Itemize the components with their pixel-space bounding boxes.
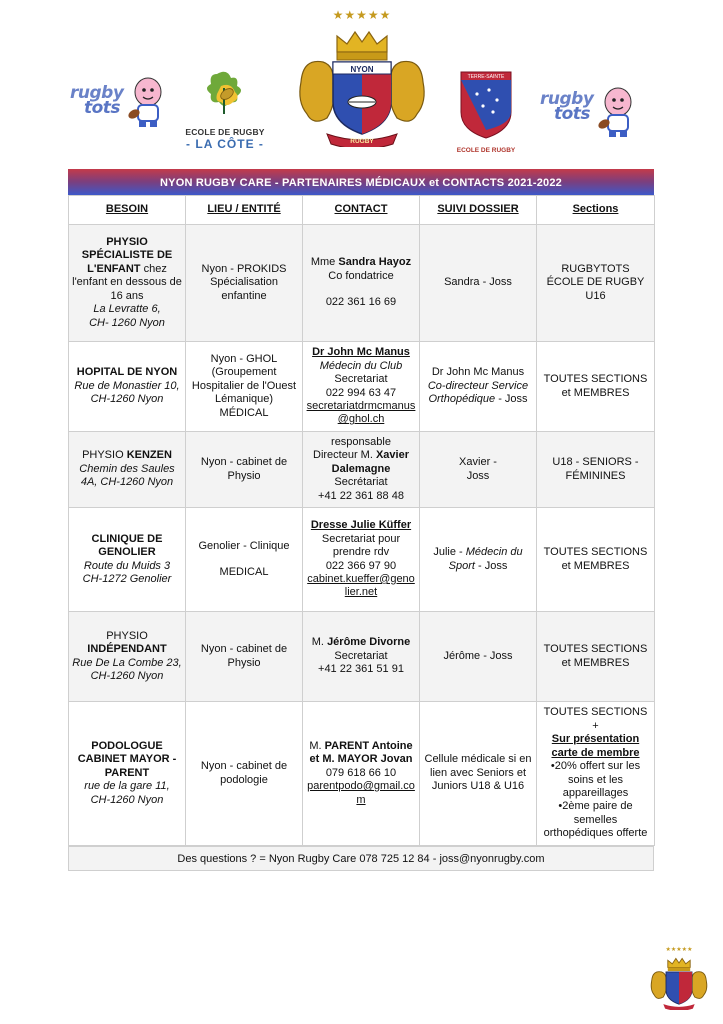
besoin-cell xyxy=(69,225,186,342)
besoin-address-1: Route du Muids 3 xyxy=(83,559,171,572)
suivi-cell: Jérôme - Joss xyxy=(420,612,537,702)
contact-cell xyxy=(303,225,420,342)
sections-line-5: •2ème paire de semelles orthopédiques offerte xyxy=(543,800,648,840)
nyon-crest-small-icon xyxy=(648,954,710,1010)
besoin-address-2: CH-1260 Nyon xyxy=(90,793,164,806)
crest-stars: ★★★★★ xyxy=(332,8,392,22)
besoin-title: PODOLOGUE CABINET MAYOR - PARENT xyxy=(77,739,177,779)
contact-role: Secrétariat xyxy=(334,476,388,489)
sections-line-2: et MEMBRES xyxy=(561,656,630,669)
suivi-cell: Sandra - Joss xyxy=(420,225,537,342)
besoin-address-2: CH-1272 Genolier xyxy=(82,572,172,585)
sections-line-4: •20% offert sur les soins et les appareillages xyxy=(550,760,641,799)
sections-line-3: Sur présentation carte de membre xyxy=(551,733,640,759)
lieu-cell xyxy=(186,225,303,342)
contact-phone: 022 994 63 47 xyxy=(325,386,397,399)
contact-phone: +41 22 361 51 91 xyxy=(318,663,404,676)
contact-phone: 022 366 97 90 xyxy=(325,559,397,572)
besoin-address-2: CH-1260 Nyon xyxy=(90,393,164,406)
contact-name-1: PARENT Antoine xyxy=(324,739,413,752)
contact-name: Jérôme Divorne xyxy=(327,636,411,649)
suivi-suffix: - Joss xyxy=(478,559,508,572)
col-header-lieu: LIEU / ENTITÉ xyxy=(186,196,303,225)
table-row xyxy=(69,432,655,508)
contact-email-link[interactable]: secretariatdrmcmanus@ghol.ch xyxy=(306,399,416,426)
ts-school-label: ECOLE DE RUGBY xyxy=(456,147,516,154)
sections-line-2: et MEMBRES xyxy=(561,386,630,399)
table-header-row xyxy=(69,196,655,225)
contact-cell xyxy=(303,612,420,702)
col-header-suivi: SUIVI DOSSIER xyxy=(420,196,537,225)
suivi-line-1: Xavier - xyxy=(459,456,497,469)
besoin-cell xyxy=(69,508,186,612)
besoin-address-1: Rue de Monastier 10, xyxy=(74,379,180,392)
rugbytots-wordmark xyxy=(540,89,594,124)
contact-prefix-1: M. xyxy=(309,739,322,752)
besoin-address-1: Chemin des Saules xyxy=(79,462,175,475)
besoin-address-1: rue de la gare 11, xyxy=(84,780,170,793)
contact-prefix: Directeur M. xyxy=(313,449,373,462)
lieu-line-1: Genolier - Clinique xyxy=(198,539,290,552)
contact-phone: 079 618 66 10 xyxy=(325,766,397,779)
terre-sainte-logo xyxy=(456,68,516,154)
rugbytots-word-2: tots xyxy=(554,104,591,124)
crest-ribbon-label: RUGBY xyxy=(350,138,374,145)
contact-phone: +41 22 361 88 48 xyxy=(318,489,404,502)
suivi-role: Co-directeur Service Orthopédique xyxy=(427,379,529,406)
small-crest-stars: ★★★★★ xyxy=(665,947,693,953)
besoin-prefix: PHYSIO xyxy=(82,449,124,462)
contact-line-1: responsable xyxy=(331,435,391,448)
contact-name: Dresse Julie Küffer xyxy=(310,519,412,532)
ecole-la-cote-logo xyxy=(180,68,270,151)
lacote-text-1: ECOLE DE RUGBY xyxy=(185,127,265,137)
sections-line-1: TOUTES SECTIONS xyxy=(543,643,648,656)
besoin-cell xyxy=(69,342,186,432)
lieu-line-2: Spécialisation enfantine xyxy=(210,276,278,302)
nyon-rugby-crest xyxy=(293,8,431,152)
suivi-name: Dr John Mc Manus xyxy=(431,366,525,379)
besoin-title: PHYSIO SPÉCIALISTE DE L'ENFANT xyxy=(81,236,173,275)
sections-line-2: ÉCOLE DE RUGBY xyxy=(546,276,645,289)
col-header-sections: Sections xyxy=(537,196,655,225)
sections-line-2: + xyxy=(592,719,599,732)
lieu-cell: Nyon - cabinet de Physio xyxy=(186,432,303,508)
lieu-line-3: MÉDICAL xyxy=(219,406,269,419)
sections-line-1: TOUTES SECTIONS xyxy=(543,706,648,719)
besoin-title: CLINIQUE DE GENOLIER xyxy=(91,532,163,559)
lieu-cell xyxy=(186,342,303,432)
contact-role: Secretariat pour prendre rdv xyxy=(321,532,401,559)
besoin-title: HOPITAL DE NYON xyxy=(76,366,178,379)
sections-cell xyxy=(537,612,655,702)
suivi-suffix: - Joss xyxy=(498,393,528,406)
contact-name-2: MAYOR Jovan xyxy=(337,753,413,766)
sections-cell: U18 - SENIORS - FÉMININES xyxy=(537,432,655,508)
besoin-title: INDÉPENDANT xyxy=(87,643,167,656)
crest-top-label: NYON xyxy=(350,65,374,74)
contact-cell xyxy=(303,342,420,432)
contact-joiner: et M. xyxy=(309,753,335,766)
contact-cell xyxy=(303,432,420,508)
sections-cell xyxy=(537,508,655,612)
contact-secretariat: Secretariat xyxy=(334,373,388,386)
sections-cell xyxy=(537,702,655,846)
ts-shield-label: TERRE-SAINTE xyxy=(467,74,505,80)
suivi-role: Médecin du Sport xyxy=(448,546,523,572)
rugbytots-word-2: tots xyxy=(84,98,121,118)
sections-line-2: et MEMBRES xyxy=(561,559,630,572)
besoin-address-1: La Levratte 6, xyxy=(93,303,161,316)
suivi-cell xyxy=(420,342,537,432)
besoin-address-2: CH- 1260 Nyon xyxy=(89,316,165,329)
rugbytots-word-1: rugby xyxy=(540,89,594,109)
contact-cell xyxy=(303,508,420,612)
besoin-address-2: 4A, CH-1260 Nyon xyxy=(80,476,174,489)
lieu-cell xyxy=(186,508,303,612)
sections-line-1: TOUTES SECTIONS xyxy=(543,546,648,559)
lieu-line-1: Nyon - PROKIDS xyxy=(201,262,287,275)
nyon-rugby-crest-small xyxy=(648,946,710,1015)
oak-leaf-icon xyxy=(197,68,253,118)
besoin-title: KENZEN xyxy=(126,449,172,462)
lacote-text-2: - LA CÔTE - xyxy=(186,137,264,151)
col-header-besoin: BESOIN xyxy=(69,196,186,225)
contact-name: Sandra Hayoz xyxy=(338,256,412,269)
col-header-contact: CONTACT xyxy=(303,196,420,225)
table-title-banner: NYON RUGBY CARE - PARTENAIRES MÉDICAUX et CONTACTS 2021-2022 xyxy=(68,169,654,195)
besoin-prefix: PHYSIO xyxy=(106,629,148,642)
contact-prefix: Mme xyxy=(310,256,336,269)
terre-sainte-shield-icon xyxy=(457,68,515,140)
table-row xyxy=(69,225,655,342)
contact-email-link[interactable]: cabinet.kueffer@genolier.net xyxy=(307,572,415,599)
contact-role: Secretariat xyxy=(334,649,388,662)
contact-cell xyxy=(303,702,420,846)
sections-cell xyxy=(537,225,655,342)
table-row xyxy=(69,702,655,846)
sections-line-3: U16 xyxy=(585,289,606,302)
besoin-address-1: Rue De La Combe 23, xyxy=(72,656,182,669)
contact-role: Co fondatrice xyxy=(328,269,394,282)
besoin-cell xyxy=(69,432,186,508)
suivi-cell xyxy=(420,432,537,508)
rugbytots-word-1: rugby xyxy=(70,83,124,103)
besoin-address-2: CH-1260 Nyon xyxy=(90,669,164,682)
contact-email-link[interactable]: parentpodo@gmail.com xyxy=(307,780,415,806)
contact-name: Dr John Mc Manus xyxy=(312,346,410,359)
contact-role: Médecin du Club xyxy=(319,359,403,372)
rugbytots-wordmark xyxy=(70,83,124,118)
suivi-cell xyxy=(420,508,537,612)
suivi-cell: Cellule médicale si en lien avec Seniors et Juniors U18 & U16 xyxy=(420,702,537,846)
table-row xyxy=(69,508,655,612)
table-footer: Des questions ? = Nyon Rugby Care 078 725 12 84 - joss@nyonrugby.com xyxy=(68,846,654,871)
sections-cell xyxy=(537,342,655,432)
table-row xyxy=(69,342,655,432)
suivi-line-2: Joss xyxy=(466,469,490,482)
rugbytots-logo-left xyxy=(68,74,168,135)
sections-line-1: TOUTES SECTIONS xyxy=(543,373,648,386)
suivi-prefix: Julie - xyxy=(433,546,463,559)
lieu-line-2: MEDICAL xyxy=(219,566,269,578)
contact-name: Xavier Dalemagne xyxy=(331,449,409,475)
lieu-line-2: (Groupement Hospitalier de l'Ouest Lémanique) xyxy=(191,366,297,406)
table-row xyxy=(69,612,655,702)
logos-header xyxy=(0,0,723,165)
partners-table xyxy=(68,195,655,846)
nyon-crest-icon xyxy=(293,22,431,147)
contact-prefix: M. xyxy=(311,636,324,649)
besoin-cell xyxy=(69,702,186,846)
besoin-cell xyxy=(69,612,186,702)
lieu-cell: Nyon - cabinet de Physio xyxy=(186,612,303,702)
lieu-line-1: Nyon - GHOL xyxy=(210,352,278,365)
rugbytots-logo-right xyxy=(538,84,638,145)
contact-phone: 022 361 16 69 xyxy=(325,296,397,309)
sections-line-1: RUGBYTOTS xyxy=(561,262,630,275)
besoin-rest: chez l'enfant en dessous de 16 ans xyxy=(72,262,182,302)
lieu-cell: Nyon - cabinet de podologie xyxy=(186,702,303,846)
